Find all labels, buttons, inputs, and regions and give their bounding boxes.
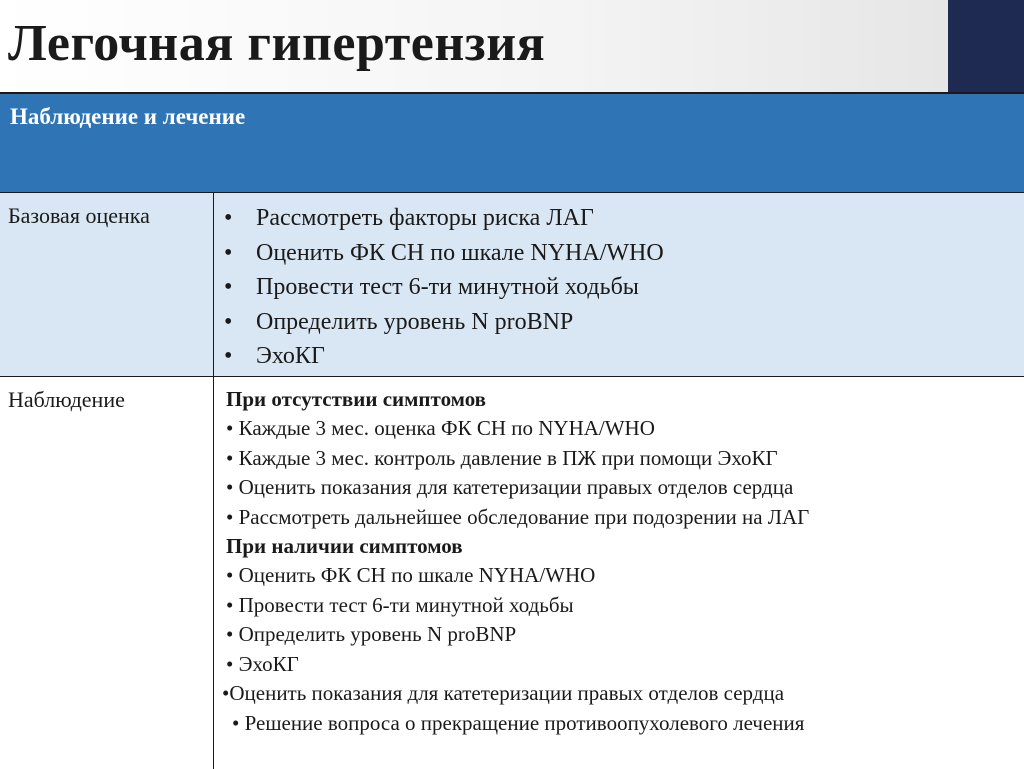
bullet-glyph: • <box>224 274 233 300</box>
list-item <box>224 270 1024 305</box>
bullet-glyph: • <box>224 343 233 369</box>
list-item: •Оценить показания для катетеризации правых отделов сердца <box>222 681 785 705</box>
row-label-base-assessment: Базовая оценка <box>0 193 214 376</box>
list-item: • Решение вопроса о прекращение противоопухолевого лечения <box>232 710 805 735</box>
list-item: • Определить уровень N proBNP <box>226 622 517 646</box>
list-item: • Каждые 3 мес. оценка ФК СН по NYHA/WHO <box>226 416 655 440</box>
observation-block <box>214 377 1024 738</box>
list-item-text: Оценить ФК СН по шкале NYHA/WHO <box>256 239 664 266</box>
corner-accent-block <box>948 0 1024 92</box>
list-item-text: Провести тест 6-ти минутной ходьбы <box>256 274 639 300</box>
section-heading-no-symptoms: При отсутствии симптомов <box>226 387 487 411</box>
table-header-row <box>0 94 1024 193</box>
list-item-text: Определить уровень N proBNP <box>256 308 574 335</box>
list-item: • Оценить ФК СН по шкале NYHA/WHO <box>226 563 596 587</box>
list-item <box>224 339 1024 374</box>
list-item: • Провести тест 6-ти минутной ходьбы <box>226 592 574 617</box>
list-item: • Каждые 3 мес. контроль давление в ПЖ при помощи ЭхоКГ <box>226 445 778 470</box>
row-content-observation <box>214 377 1024 769</box>
table-row-base-assessment <box>0 193 1024 377</box>
list-item-text: ЭхоКГ <box>256 343 325 369</box>
list-item-text: Рассмотреть факторы риска ЛАГ <box>256 205 594 231</box>
bullet-glyph: • <box>224 239 233 266</box>
table-header-text: Наблюдение и лечение <box>10 104 246 129</box>
bullet-glyph: • <box>224 205 233 231</box>
section-heading-with-symptoms: При наличии симптомов <box>226 534 463 558</box>
row-content-base-assessment <box>214 193 1024 376</box>
list-item: • Рассмотреть дальнейшее обследование при подозрении на ЛАГ <box>226 504 810 529</box>
list-item: • ЭхоКГ <box>226 651 299 676</box>
bullet-glyph: • <box>224 308 233 335</box>
title-bar <box>0 0 948 92</box>
list-item: • Оценить показания для катетеризации правых отделов сердца <box>226 475 794 499</box>
list-item <box>224 236 1024 271</box>
list-item <box>224 201 1024 236</box>
slide-title: Легочная гипертензия <box>8 15 546 72</box>
base-assessment-list <box>214 193 1024 374</box>
table-row-observation <box>0 377 1024 769</box>
row-label-observation: Наблюдение <box>0 377 214 769</box>
content-table <box>0 92 1024 769</box>
list-item <box>224 305 1024 340</box>
